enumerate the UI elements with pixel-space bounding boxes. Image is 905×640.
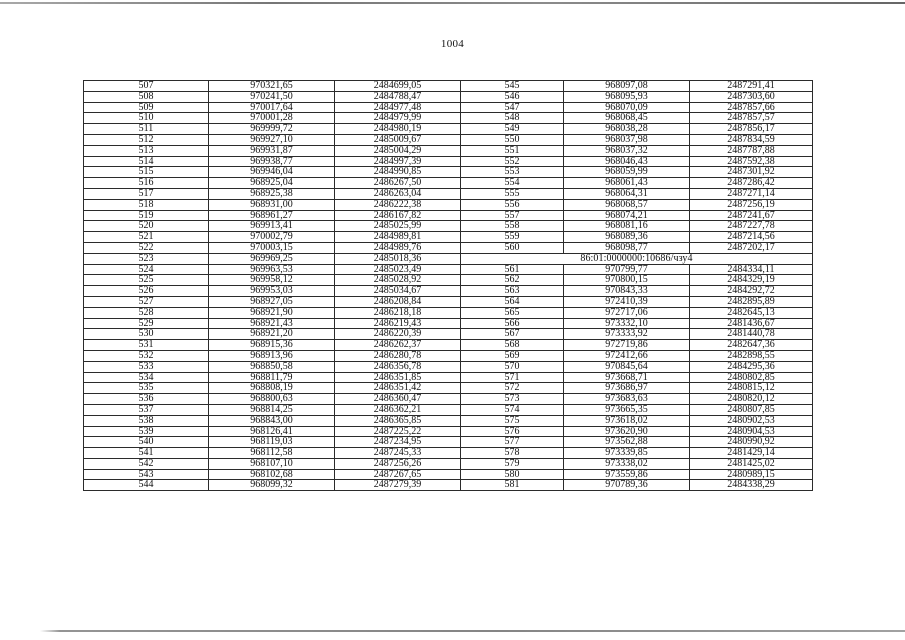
table-row [84,437,813,448]
table-cell: 2487787,88 [690,145,813,156]
table-cell: 968081,16 [564,221,690,232]
table-cell: 576 [461,426,564,437]
table-row [84,329,813,340]
table-cell: 968925,38 [209,188,335,199]
table-cell: 968961,27 [209,210,335,221]
table-cell: 973683,63 [564,394,690,405]
table-cell: 973618,02 [564,415,690,426]
table-cell: 523 [84,253,209,264]
table-cell: 2486218,18 [335,307,461,318]
table-cell: 2485034,67 [335,286,461,297]
table-cell: 567 [461,329,564,340]
table-cell: 508 [84,91,209,102]
table-cell: 2484292,72 [690,286,813,297]
table-row [84,458,813,469]
table-cell: 968126,41 [209,426,335,437]
table-cell: 536 [84,394,209,405]
table-cell: 970017,64 [209,102,335,113]
table-cell: 2480807,85 [690,404,813,415]
table-cell: 968811,79 [209,372,335,383]
table-row [84,210,813,221]
table-cell: 580 [461,469,564,480]
table-cell: 2487857,57 [690,113,813,124]
table-cell: 2485028,92 [335,275,461,286]
table-cell: 2486267,50 [335,178,461,189]
table-cell: 537 [84,404,209,415]
table-cell: 2487214,56 [690,232,813,243]
scan-edge-top [0,2,905,4]
table-cell: 550 [461,134,564,145]
table-row [84,221,813,232]
table-cell: 561 [461,264,564,275]
table-cell: 968070,09 [564,102,690,113]
table-cell: 581 [461,480,564,491]
table-cell: 973338,02 [564,458,690,469]
table-cell: 968112,58 [209,448,335,459]
table-cell: 973562,88 [564,437,690,448]
table-cell: 556 [461,199,564,210]
table-cell: 551 [461,145,564,156]
table-cell: 973332,10 [564,318,690,329]
table-cell: 520 [84,221,209,232]
table-row [84,242,813,253]
table-cell: 968097,08 [564,81,690,92]
table-cell: 2484334,11 [690,264,813,275]
table-cell: 2485009,67 [335,134,461,145]
table-cell: 969913,41 [209,221,335,232]
table-cell: 566 [461,318,564,329]
table-cell: 548 [461,113,564,124]
table-cell: 970800,15 [564,275,690,286]
table-cell: 968800,63 [209,394,335,405]
table-cell: 2486208,84 [335,296,461,307]
table-cell: 968107,10 [209,458,335,469]
table-row [84,156,813,167]
table-cell: 973333,92 [564,329,690,340]
table-cell: 519 [84,210,209,221]
table-cell: 968046,43 [564,156,690,167]
table-cell: 2484699,05 [335,81,461,92]
table-cell: 968068,45 [564,113,690,124]
table-cell: 531 [84,340,209,351]
table-cell: 571 [461,372,564,383]
table-cell: 574 [461,404,564,415]
table-cell: 2482645,13 [690,307,813,318]
table-cell: 968074,21 [564,210,690,221]
table-cell: 968921,20 [209,329,335,340]
table-cell: 2480990,92 [690,437,813,448]
table-cell: 565 [461,307,564,318]
table-cell: 2487245,33 [335,448,461,459]
table-cell: 969938,77 [209,156,335,167]
table-row [84,448,813,459]
page-number: 1004 [440,38,465,50]
table-cell: 2484997,39 [335,156,461,167]
table-cell: 969946,04 [209,167,335,178]
table-cell: 973686,97 [564,383,690,394]
table-cell: 2487592,38 [690,156,813,167]
table-cell: 968061,43 [564,178,690,189]
table-cell: 2487303,60 [690,91,813,102]
table-cell: 968089,36 [564,232,690,243]
table-cell: 2487834,59 [690,134,813,145]
table-cell: 539 [84,426,209,437]
table-cell: 2480802,85 [690,372,813,383]
table-cell: 544 [84,480,209,491]
table-cell: 2486351,85 [335,372,461,383]
table-cell: 970843,33 [564,286,690,297]
table-cell: 970241,50 [209,91,335,102]
table-cell: 516 [84,178,209,189]
table-cell: 968119,03 [209,437,335,448]
table-cell: 521 [84,232,209,243]
table-cell: 513 [84,145,209,156]
table-row [84,275,813,286]
table-cell: 569 [461,350,564,361]
table-cell: 2486167,82 [335,210,461,221]
table-row [84,232,813,243]
table-cell: 2486220,39 [335,329,461,340]
table-cell: 968037,98 [564,134,690,145]
table-cell: 2482898,55 [690,350,813,361]
table-cell: 2484295,36 [690,361,813,372]
table-cell: 2487256,19 [690,199,813,210]
table-cell: 522 [84,242,209,253]
table-cell: 512 [84,134,209,145]
table-cell: 517 [84,188,209,199]
table-cell: 2486263,04 [335,188,461,199]
table-cell: 968925,04 [209,178,335,189]
table-cell: 2480902,53 [690,415,813,426]
table-row [84,253,813,264]
table-cell: 968098,77 [564,242,690,253]
table-cell: 968808,19 [209,383,335,394]
table-cell: 2485025,99 [335,221,461,232]
table-cell: 572 [461,383,564,394]
table-cell: 2484329,19 [690,275,813,286]
table-cell: 562 [461,275,564,286]
table-cell: 972410,39 [564,296,690,307]
table-cell: 2484338,29 [690,480,813,491]
scan-edge-bottom [0,630,905,632]
table-row [84,113,813,124]
table-cell: 970845,64 [564,361,690,372]
table-cell: 970799,77 [564,264,690,275]
table-row [84,469,813,480]
table-cell: 970003,15 [209,242,335,253]
table-cell: 526 [84,286,209,297]
table-cell: 2486362,21 [335,404,461,415]
table-cell: 552 [461,156,564,167]
table-cell: 2486365,85 [335,415,461,426]
table-cell: 970789,36 [564,480,690,491]
table-cell: 968814,25 [209,404,335,415]
table-cell: 538 [84,415,209,426]
table-cell: 970002,79 [209,232,335,243]
table-cell: 2486356,78 [335,361,461,372]
table-cell: 2480904,53 [690,426,813,437]
table-cell: 543 [84,469,209,480]
table-row [84,145,813,156]
table-cell: 968064,31 [564,188,690,199]
table-row [84,480,813,491]
table-cell: 2486351,42 [335,383,461,394]
table-cell: 507 [84,81,209,92]
table-cell: 555 [461,188,564,199]
table-cell: 973665,35 [564,404,690,415]
table-cell: 510 [84,113,209,124]
table-cell: 524 [84,264,209,275]
table-row [84,426,813,437]
table-cell: 533 [84,361,209,372]
table-cell: 534 [84,372,209,383]
table-cell: 2486262,37 [335,340,461,351]
table-row [84,91,813,102]
table-cell: 968843,00 [209,415,335,426]
table-cell: 545 [461,81,564,92]
table-cell: 968850,58 [209,361,335,372]
table-cell: 2487267,65 [335,469,461,480]
table-row [84,102,813,113]
table-cell: 2481425,02 [690,458,813,469]
table-row [84,372,813,383]
table-cell: 968099,32 [209,480,335,491]
table-cell: 972412,66 [564,350,690,361]
table-cell: 2480820,12 [690,394,813,405]
table-cell: 530 [84,329,209,340]
table-cell: 2487857,66 [690,102,813,113]
table-cell: 973559,86 [564,469,690,480]
table-cell: 2485018,36 [335,253,461,264]
table-cell: 2487227,78 [690,221,813,232]
table-cell: 573 [461,394,564,405]
table-cell: 2480815,12 [690,383,813,394]
table-cell: 542 [84,458,209,469]
table-row [84,415,813,426]
table-cell: 969963,53 [209,264,335,275]
table-cell: 968102,68 [209,469,335,480]
table-cell: 527 [84,296,209,307]
table-cell: 509 [84,102,209,113]
table-row [84,188,813,199]
table-cell: 2487279,39 [335,480,461,491]
table-cell: 2481436,67 [690,318,813,329]
table-cell: 535 [84,383,209,394]
table-cell: 2486222,38 [335,199,461,210]
table-cell: 968095,93 [564,91,690,102]
table-cell: 568 [461,340,564,351]
table-cell: 969931,87 [209,145,335,156]
table-cell: 514 [84,156,209,167]
table-row [84,286,813,297]
table-cell: 968068,57 [564,199,690,210]
table-cell: 2487271,14 [690,188,813,199]
table-row [84,264,813,275]
table-cell: 525 [84,275,209,286]
table-cell: 578 [461,448,564,459]
coordinates-table [83,80,813,491]
table-row [84,296,813,307]
table-row [84,307,813,318]
table-cell: 2487286,42 [690,178,813,189]
table-cell: 969999,72 [209,124,335,135]
table-cell: 2487225,22 [335,426,461,437]
table-row [84,350,813,361]
table-cell: 969953,03 [209,286,335,297]
table-cell: 968927,05 [209,296,335,307]
table-cell: 554 [461,178,564,189]
table-cell: 540 [84,437,209,448]
table-cell: 577 [461,437,564,448]
table-cell: 968038,28 [564,124,690,135]
parcel-id-cell: 86:01:0000000:10686/чзу4 [461,253,813,264]
table-cell: 2484980,19 [335,124,461,135]
table-cell: 528 [84,307,209,318]
table-cell: 968037,32 [564,145,690,156]
table-cell: 973339,85 [564,448,690,459]
table-row [84,178,813,189]
table-cell: 2481429,14 [690,448,813,459]
table-row [84,361,813,372]
table-cell: 2485023,49 [335,264,461,275]
table-cell: 968915,36 [209,340,335,351]
table-cell: 532 [84,350,209,361]
table-row [84,340,813,351]
table-cell: 968931,00 [209,199,335,210]
table-cell: 969958,12 [209,275,335,286]
table-cell: 968921,90 [209,307,335,318]
table-row [84,199,813,210]
table-cell: 2486360,47 [335,394,461,405]
table-cell: 2484788,47 [335,91,461,102]
table-row [84,404,813,415]
table-cell: 2485004,29 [335,145,461,156]
table-cell: 518 [84,199,209,210]
table-row [84,124,813,135]
table-cell: 563 [461,286,564,297]
table-cell: 2487301,92 [690,167,813,178]
table-cell: 2487856,17 [690,124,813,135]
table-cell: 2484990,85 [335,167,461,178]
table-cell: 2487241,67 [690,210,813,221]
table-cell: 553 [461,167,564,178]
table-cell: 2484977,48 [335,102,461,113]
table-cell: 560 [461,242,564,253]
table-cell: 547 [461,102,564,113]
table-cell: 969927,10 [209,134,335,145]
table-cell: 579 [461,458,564,469]
table-cell: 558 [461,221,564,232]
table-cell: 2486219,43 [335,318,461,329]
table-cell: 546 [461,91,564,102]
table-cell: 2486280,78 [335,350,461,361]
table-cell: 970001,28 [209,113,335,124]
table-cell: 970321,65 [209,81,335,92]
table-row [84,318,813,329]
table-cell: 972717,06 [564,307,690,318]
table-cell: 559 [461,232,564,243]
table-cell: 968059,99 [564,167,690,178]
table-cell: 973668,71 [564,372,690,383]
table-cell: 2484979,99 [335,113,461,124]
table-cell: 2487256,26 [335,458,461,469]
table-row [84,134,813,145]
table-cell: 972719,86 [564,340,690,351]
table-cell: 968913,96 [209,350,335,361]
table-cell: 2484989,76 [335,242,461,253]
table-cell: 2481440,78 [690,329,813,340]
table-cell: 2484989,81 [335,232,461,243]
table-row [84,81,813,92]
table-cell: 549 [461,124,564,135]
table-row [84,167,813,178]
table-cell: 575 [461,415,564,426]
table-cell: 564 [461,296,564,307]
table-cell: 2487234,95 [335,437,461,448]
table-cell: 2482647,36 [690,340,813,351]
table-cell: 570 [461,361,564,372]
table-row [84,394,813,405]
table-cell: 2487202,17 [690,242,813,253]
table-cell: 511 [84,124,209,135]
table-cell: 973620,90 [564,426,690,437]
table-cell: 2487291,41 [690,81,813,92]
table-cell: 529 [84,318,209,329]
table-row [84,383,813,394]
table-cell: 969969,25 [209,253,335,264]
table-cell: 2482895,89 [690,296,813,307]
table-cell: 968921,43 [209,318,335,329]
table-cell: 557 [461,210,564,221]
table-cell: 515 [84,167,209,178]
coordinates-table-body [84,81,813,491]
table-cell: 2480989,15 [690,469,813,480]
table-cell: 541 [84,448,209,459]
